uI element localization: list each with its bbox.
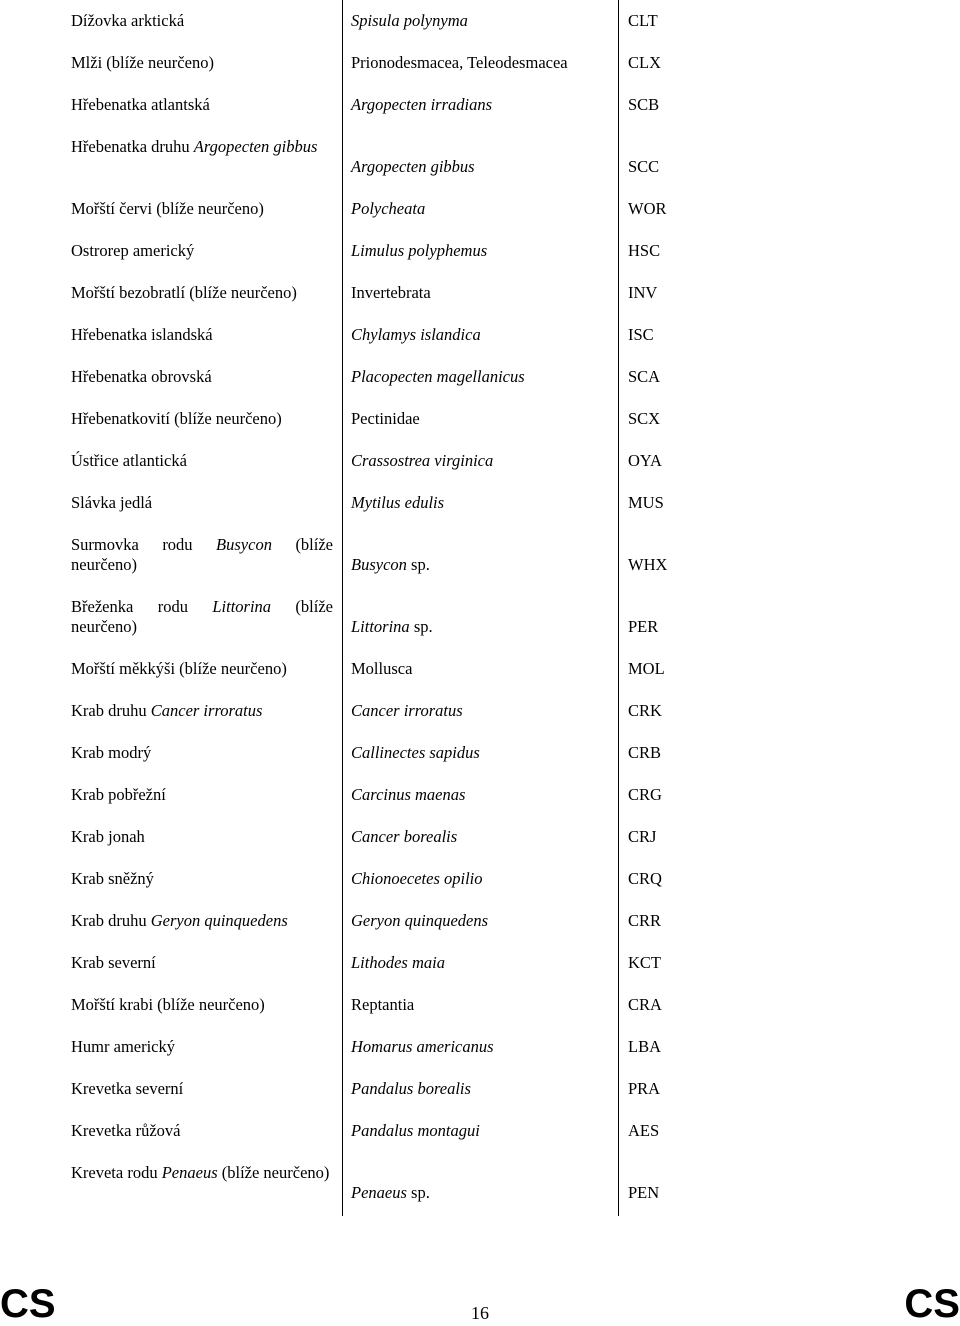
table-row (0, 953, 960, 995)
czech-name-cell-text: Busycon (216, 535, 272, 554)
latin-name-cell-text: Pandalus montagui (351, 1121, 480, 1140)
table-row (0, 535, 960, 597)
latin-name-cell (351, 827, 616, 847)
czech-name-cell-text: Mořští červi (blíže neurčeno) (71, 199, 264, 218)
latin-name-cell-text: Carcinus maenas (351, 785, 466, 804)
latin-name-cell-text: Callinectes sapidus (351, 743, 480, 762)
table-row (0, 409, 960, 451)
czech-name-cell-text: Mořští měkkýši (blíže neurčeno) (71, 659, 287, 678)
czech-name-cell-text: Cancer irroratus (150, 701, 263, 720)
czech-name-cell (71, 53, 333, 73)
czech-name-cell-text: Geryon quinquedens (150, 911, 288, 930)
latin-name-cell-text: Spisula polynyma (351, 11, 468, 30)
code-cell: HSC (628, 241, 661, 260)
code-cell: WHX (628, 555, 668, 574)
latin-name-cell-text: Prionodesmacea, Teleodesmacea (351, 53, 568, 72)
table-row (0, 743, 960, 785)
czech-name-cell-text: Dížovka arktická (71, 11, 185, 30)
czech-name-cell (71, 743, 333, 763)
code-cell: AES (628, 1121, 660, 1140)
czech-name-cell (71, 701, 333, 721)
code-cell: LBA (628, 1037, 661, 1056)
latin-name-cell-text: Homarus americanus (351, 1037, 494, 1056)
latin-name-cell-text: Lithodes maia (351, 953, 445, 972)
czech-name-cell-text: Krab jonah (71, 827, 145, 846)
czech-name-cell-text: Krab druhu (71, 701, 151, 720)
code-cell: CRB (628, 743, 662, 762)
code-cell: MOL (628, 659, 665, 678)
latin-name-cell (351, 409, 616, 429)
latin-name-cell-text: Mollusca (351, 659, 413, 678)
czech-name-cell (71, 953, 333, 973)
code-cell: WOR (628, 199, 667, 218)
czech-name-cell (71, 95, 333, 115)
latin-name-cell-text: sp. (409, 617, 433, 636)
code-cell: CRQ (628, 869, 662, 888)
latin-name-cell (351, 869, 616, 889)
latin-name-cell-text: Geryon quinquedens (351, 911, 489, 930)
code-cell: SCX (628, 409, 661, 428)
latin-name-cell-text: Penaeus (351, 1183, 407, 1202)
czech-name-cell-text: Krab druhu (71, 911, 151, 930)
latin-name-cell-text: Polycheata (351, 199, 426, 218)
czech-name-cell (71, 785, 333, 805)
czech-name-cell-text: Krab modrý (71, 743, 152, 762)
code-cell: CRA (628, 995, 662, 1014)
code-cell: CLX (628, 53, 661, 72)
code-cell: PEN (628, 1183, 660, 1202)
table-row (0, 1037, 960, 1079)
latin-name-cell-text: Littorina (351, 617, 410, 636)
latin-name-cell-text: sp. (406, 555, 430, 574)
code-cell: CRK (628, 701, 662, 720)
latin-name-cell (351, 617, 616, 637)
czech-name-cell (71, 409, 333, 429)
latin-name-cell (351, 1079, 616, 1099)
table-row (0, 597, 960, 659)
table-row (0, 701, 960, 743)
latin-name-cell-text: Pandalus borealis (351, 1079, 471, 1098)
code-cell: CRG (628, 785, 662, 804)
czech-name-cell (71, 1079, 333, 1099)
czech-name-cell (71, 241, 333, 261)
latin-name-cell (351, 1121, 616, 1141)
czech-name-cell-text: Hřebenatka druhu (71, 137, 194, 156)
latin-name-cell (351, 451, 616, 471)
latin-name-cell-text: Chylamys islandica (351, 325, 481, 344)
latin-name-cell (351, 953, 616, 973)
czech-name-cell (71, 493, 333, 513)
latin-name-cell-text: sp. (406, 1183, 430, 1202)
footer-left-mark: CS (0, 1282, 56, 1326)
latin-name-cell-text: Cancer irroratus (351, 701, 463, 720)
czech-name-cell-text: (blíže neurčeno) (71, 597, 333, 636)
code-cell: CLT (628, 11, 658, 30)
latin-name-cell (351, 11, 616, 31)
latin-name-cell (351, 493, 616, 513)
table-row (0, 241, 960, 283)
czech-name-cell-text: Krevetka růžová (71, 1121, 181, 1140)
czech-name-cell (71, 597, 333, 637)
czech-name-cell-text: Mořští krabi (blíže neurčeno) (71, 995, 265, 1014)
czech-name-cell (71, 367, 333, 387)
czech-name-cell (71, 869, 333, 889)
czech-name-cell-text: Hřebenatka islandská (71, 325, 213, 344)
latin-name-cell-text: Pectinidae (351, 409, 420, 428)
latin-name-cell-text: Placopecten magellanicus (351, 367, 525, 386)
czech-name-cell (71, 911, 333, 931)
latin-name-cell (351, 53, 616, 73)
czech-name-cell (71, 659, 333, 679)
czech-name-cell-text: Krab pobřežní (71, 785, 166, 804)
table-row (0, 1121, 960, 1163)
czech-name-cell-text: Hřebenatka atlantská (71, 95, 210, 114)
latin-name-cell (351, 325, 616, 345)
czech-name-cell-text: Krab sněžný (71, 869, 154, 888)
latin-name-cell-text: Chionoecetes opilio (351, 869, 483, 888)
czech-name-cell-text: Humr americký (71, 1037, 176, 1056)
latin-name-cell (351, 911, 616, 931)
table-row (0, 659, 960, 701)
code-cell: ISC (628, 325, 654, 344)
czech-name-cell (71, 1037, 333, 1057)
latin-name-cell (351, 1183, 616, 1203)
czech-name-cell-text: Mořští bezobratlí (blíže neurčeno) (71, 283, 297, 302)
czech-name-cell-text: Argopecten gibbus (193, 137, 318, 156)
code-cell: SCC (628, 157, 660, 176)
table-row (0, 53, 960, 95)
code-cell: SCA (628, 367, 661, 386)
czech-name-cell-text: (blíže neurčeno) (217, 1163, 330, 1182)
code-cell: PRA (628, 1079, 661, 1098)
czech-name-cell-text: Hřebenatkovití (blíže neurčeno) (71, 409, 282, 428)
czech-name-cell-text: Ostrorep americký (71, 241, 195, 260)
code-cell: OYA (628, 451, 662, 470)
czech-name-cell (71, 11, 333, 31)
czech-name-cell-text: Mlži (blíže neurčeno) (71, 53, 214, 72)
page-number: 16 (471, 1303, 489, 1323)
czech-name-cell-text: Slávka jedlá (71, 493, 153, 512)
latin-name-cell-text: Limulus polyphemus (351, 241, 488, 260)
footer-right-mark: CS (904, 1282, 960, 1326)
czech-name-cell-text: Hřebenatka obrovská (71, 367, 212, 386)
table-row (0, 493, 960, 535)
latin-name-cell (351, 995, 616, 1015)
latin-name-cell (351, 95, 616, 115)
table-row (0, 283, 960, 325)
latin-name-cell (351, 701, 616, 721)
table-row (0, 95, 960, 137)
table-row (0, 451, 960, 493)
table-row (0, 911, 960, 953)
czech-name-cell (71, 199, 333, 219)
latin-name-cell-text: Mytilus edulis (351, 493, 445, 512)
czech-name-cell (71, 535, 333, 575)
latin-name-cell-text: Argopecten gibbus (351, 157, 475, 176)
latin-name-cell-text: Cancer borealis (351, 827, 458, 846)
latin-name-cell (351, 199, 616, 219)
czech-name-cell (71, 1121, 333, 1141)
table-row (0, 137, 960, 199)
code-cell: SCB (628, 95, 660, 114)
czech-name-cell-text: Littorina (212, 597, 272, 616)
czech-name-cell-text: Kreveta rodu (71, 1163, 162, 1182)
latin-name-cell (351, 241, 616, 261)
table-row (0, 1163, 960, 1225)
latin-name-cell-text: Invertebrata (351, 283, 431, 302)
table-row (0, 785, 960, 827)
czech-name-cell (71, 451, 333, 471)
table-row (0, 1079, 960, 1121)
czech-name-cell (71, 995, 333, 1015)
czech-name-cell-text: Ústřice atlantická (71, 451, 187, 470)
latin-name-cell (351, 743, 616, 763)
latin-name-cell-text: Crassostrea virginica (351, 451, 494, 470)
table-row (0, 199, 960, 241)
code-cell: INV (628, 283, 658, 302)
table-row (0, 325, 960, 367)
czech-name-cell-text: Krab severní (71, 953, 156, 972)
table-row (0, 367, 960, 409)
latin-name-cell-text: Busycon (351, 555, 407, 574)
code-cell: CRR (628, 911, 662, 930)
latin-name-cell (351, 367, 616, 387)
latin-name-cell (351, 283, 616, 303)
table-row (0, 11, 960, 53)
code-cell: KCT (628, 953, 661, 972)
czech-name-cell-text: Surmovka rodu (71, 535, 217, 554)
table-row (0, 869, 960, 911)
code-cell: MUS (628, 493, 664, 512)
czech-name-cell (71, 137, 333, 157)
czech-name-cell-text: Krevetka severní (71, 1079, 184, 1098)
latin-name-cell (351, 157, 616, 177)
latin-name-cell (351, 1037, 616, 1057)
czech-name-cell (71, 283, 333, 303)
czech-name-cell-text: Penaeus (161, 1163, 218, 1182)
latin-name-cell-text: Argopecten irradians (351, 95, 492, 114)
latin-name-cell (351, 785, 616, 805)
table-row (0, 995, 960, 1037)
code-cell: PER (628, 617, 659, 636)
latin-name-cell-text: Reptantia (351, 995, 415, 1014)
czech-name-cell-text: Břeženka rodu (71, 597, 213, 616)
czech-name-cell-text: (blíže neurčeno) (71, 535, 333, 574)
czech-name-cell (71, 1163, 333, 1183)
czech-name-cell (71, 827, 333, 847)
latin-name-cell (351, 555, 616, 575)
latin-name-cell (351, 659, 616, 679)
czech-name-cell (71, 325, 333, 345)
code-cell: CRJ (628, 827, 657, 846)
table-row (0, 827, 960, 869)
